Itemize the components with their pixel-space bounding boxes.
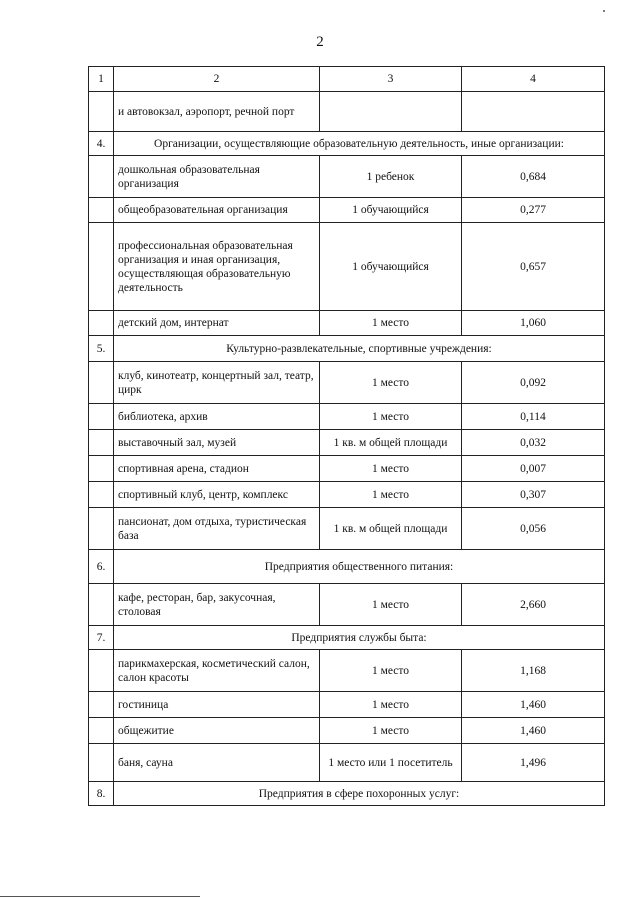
table-row (89, 92, 605, 132)
calc-unit: 1 кв. м общей площади (320, 430, 462, 456)
table-header-row (89, 67, 605, 92)
norm-value: 0,032 (462, 430, 605, 456)
facility-name: профессиональная образовательная организация и иная организация, осуществляющая образовательную деятельность (114, 223, 320, 311)
section-title: Организации, осуществляющие образовательную деятельность, иные организации: (114, 132, 605, 156)
norm-value: 0,307 (462, 482, 605, 508)
calc-unit: 1 место (320, 362, 462, 404)
section-number: 8. (89, 782, 114, 806)
section-title: Предприятия в сфере похоронных услуг: (114, 782, 605, 806)
row-number (89, 92, 114, 132)
row-number (89, 744, 114, 782)
table-row (89, 692, 605, 718)
table-row (89, 430, 605, 456)
row-number (89, 718, 114, 744)
calc-unit: 1 место (320, 718, 462, 744)
calc-unit: 1 ребенок (320, 156, 462, 198)
scan-speck (603, 10, 605, 12)
table-row (89, 584, 605, 626)
header-col-2: 2 (114, 67, 320, 92)
facility-name: кафе, ресторан, бар, закусочная, столовая (114, 584, 320, 626)
calc-unit: 1 место (320, 456, 462, 482)
facility-name: спортивная арена, стадион (114, 456, 320, 482)
norm-value: 0,657 (462, 223, 605, 311)
table-row (89, 650, 605, 692)
norm-value: 0,056 (462, 508, 605, 550)
norms-table-body (89, 67, 605, 806)
header-col-4: 4 (462, 67, 605, 92)
facility-name: спортивный клуб, центр, комплекс (114, 482, 320, 508)
facility-name: гостиница (114, 692, 320, 718)
table-row (89, 482, 605, 508)
norms-table (88, 66, 605, 806)
bottom-rule (0, 896, 200, 897)
norm-value: 0,092 (462, 362, 605, 404)
norm-value: 2,660 (462, 584, 605, 626)
norm-value: 0,277 (462, 198, 605, 223)
norm-value: 1,460 (462, 692, 605, 718)
section-row (89, 782, 605, 806)
row-number (89, 198, 114, 223)
section-row (89, 336, 605, 362)
table-row (89, 456, 605, 482)
row-number (89, 584, 114, 626)
section-title: Предприятия общественного питания: (114, 550, 605, 584)
facility-name: парикмахерская, косметический салон, салон красоты (114, 650, 320, 692)
table-row (89, 362, 605, 404)
norm-value: 1,168 (462, 650, 605, 692)
calc-unit: 1 место (320, 482, 462, 508)
row-number (89, 156, 114, 198)
facility-name: выставочный зал, музей (114, 430, 320, 456)
section-number: 7. (89, 626, 114, 650)
facility-name: общежитие (114, 718, 320, 744)
norm-value: 0,684 (462, 156, 605, 198)
table-row (89, 223, 605, 311)
row-number (89, 692, 114, 718)
calc-unit: 1 место (320, 584, 462, 626)
table-row (89, 311, 605, 336)
table-row (89, 198, 605, 223)
row-number (89, 404, 114, 430)
norm-value (462, 92, 605, 132)
header-col-3: 3 (320, 67, 462, 92)
calc-unit: 1 место (320, 404, 462, 430)
calc-unit: 1 место (320, 692, 462, 718)
section-number: 6. (89, 550, 114, 584)
norm-value: 0,114 (462, 404, 605, 430)
section-row (89, 626, 605, 650)
section-number: 4. (89, 132, 114, 156)
header-col-1: 1 (89, 67, 114, 92)
row-number (89, 311, 114, 336)
calc-unit: 1 обучающийся (320, 223, 462, 311)
facility-name: баня, сауна (114, 744, 320, 782)
calc-unit: 1 место (320, 311, 462, 336)
section-title: Культурно-развлекательные, спортивные учреждения: (114, 336, 605, 362)
section-row (89, 132, 605, 156)
calc-unit: 1 кв. м общей площади (320, 508, 462, 550)
norm-value: 1,060 (462, 311, 605, 336)
facility-name: библиотека, архив (114, 404, 320, 430)
facility-name: дошкольная образовательная организация (114, 156, 320, 198)
facility-name: детский дом, интернат (114, 311, 320, 336)
calc-unit: 1 обучающийся (320, 198, 462, 223)
norm-value: 1,460 (462, 718, 605, 744)
table-row (89, 404, 605, 430)
section-row (89, 550, 605, 584)
table-row (89, 508, 605, 550)
norm-value: 1,496 (462, 744, 605, 782)
table-row (89, 744, 605, 782)
facility-name: клуб, кинотеатр, концертный зал, театр, цирк (114, 362, 320, 404)
calc-unit: 1 место или 1 посетитель (320, 744, 462, 782)
table-row (89, 156, 605, 198)
facility-name: и автовокзал, аэропорт, речной порт (114, 92, 320, 132)
facility-name: общеобразовательная организация (114, 198, 320, 223)
facility-name: пансионат, дом отдыха, туристическая база (114, 508, 320, 550)
section-number: 5. (89, 336, 114, 362)
table-row (89, 718, 605, 744)
page-number: 2 (316, 34, 324, 50)
calc-unit: 1 место (320, 650, 462, 692)
section-title: Предприятия службы быта: (114, 626, 605, 650)
row-number (89, 650, 114, 692)
row-number (89, 362, 114, 404)
row-number (89, 430, 114, 456)
norm-value: 0,007 (462, 456, 605, 482)
row-number (89, 482, 114, 508)
calc-unit (320, 92, 462, 132)
row-number (89, 456, 114, 482)
row-number (89, 223, 114, 311)
row-number (89, 508, 114, 550)
